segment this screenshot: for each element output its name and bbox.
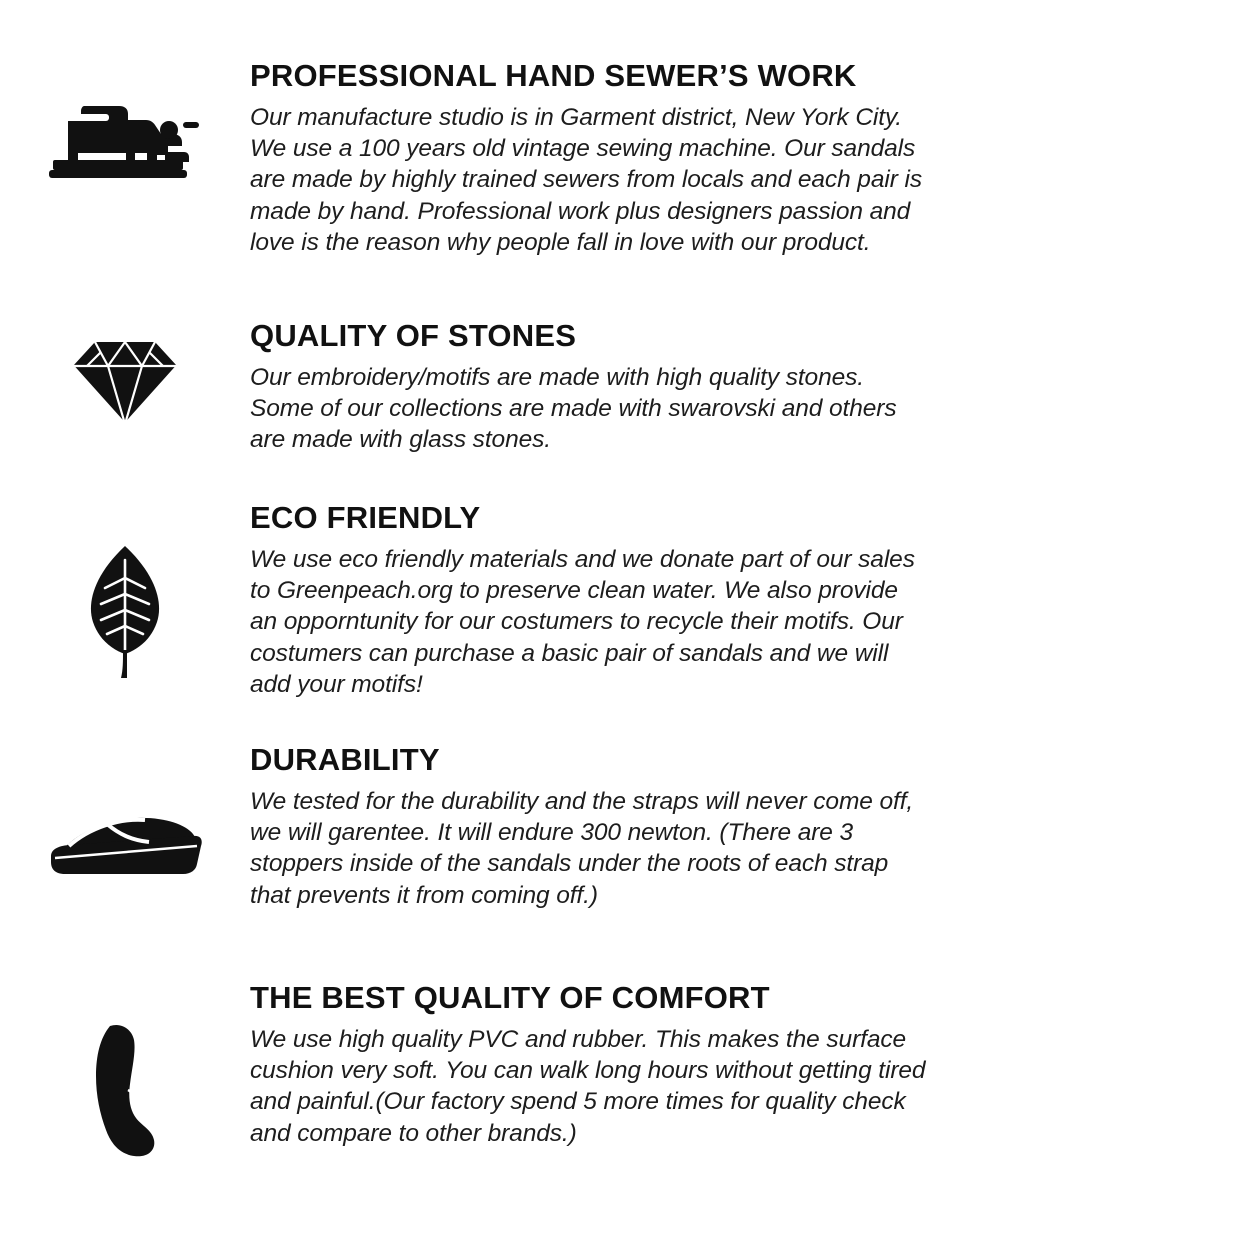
feature-title: THE BEST QUALITY OF COMFORT bbox=[250, 980, 770, 1015]
icon-container bbox=[0, 500, 250, 682]
icon-container bbox=[0, 742, 250, 882]
feature-body: Our manufacture studio is in Garment district, New York City. We use a 100 years old vintage sewing machine. Our sandals are made by highly trained sewers from locals and each pair is made by hand. Professional work plus designers passion and love is the reason why people fall in love with our product. bbox=[250, 103, 922, 257]
feature-item-professional-hand-sewers-work bbox=[0, 58, 930, 258]
icon-container bbox=[0, 318, 250, 426]
feature-title: PROFESSIONAL HAND SEWER’S WORK bbox=[250, 58, 857, 93]
sewing-machine-icon bbox=[45, 100, 205, 190]
leaf-icon bbox=[75, 542, 175, 682]
feature-body: We tested for the durability and the straps will never come off, we will garentee. It will endure 300 newton. (There are 3 stoppers inside of the sandals under the roots of each strap that prevents it from coming off.) bbox=[250, 787, 914, 909]
feature-body: We use high quality PVC and rubber. This makes the surface cushion very soft. You can walk long hours without getting tired and painful.(Our factory spend 5 more times for quality check and compare to other brands.) bbox=[250, 1025, 926, 1147]
feature-text bbox=[250, 58, 930, 258]
feature-body: Our embroidery/motifs are made with high quality stones. Some of our collections are made with swarovski and others are made with glass stones. bbox=[250, 363, 897, 454]
feature-item-eco-friendly bbox=[0, 500, 930, 700]
diamond-icon bbox=[70, 336, 180, 426]
foot-icon bbox=[80, 1022, 170, 1162]
feature-item-durability bbox=[0, 742, 930, 911]
feature-text bbox=[250, 318, 930, 456]
feature-item-quality-of-stones bbox=[0, 318, 930, 456]
feature-text bbox=[250, 500, 930, 700]
feature-title: DURABILITY bbox=[250, 742, 440, 777]
feature-text bbox=[250, 980, 930, 1149]
feature-item-best-quality-of-comfort bbox=[0, 980, 930, 1162]
feature-title: ECO FRIENDLY bbox=[250, 500, 481, 535]
sandal-icon bbox=[45, 812, 205, 882]
feature-text bbox=[250, 742, 930, 911]
icon-container bbox=[0, 980, 250, 1162]
feature-body: We use eco friendly materials and we donate part of our sales to Greenpeach.org to preserve clean water. We also provide an opporntunity for our costumers to recycle their motifs. Our costumers can purchase a basic pair of sandals and we will add your motifs! bbox=[250, 545, 915, 699]
icon-container bbox=[0, 58, 250, 190]
feature-title: QUALITY OF STONES bbox=[250, 318, 577, 353]
